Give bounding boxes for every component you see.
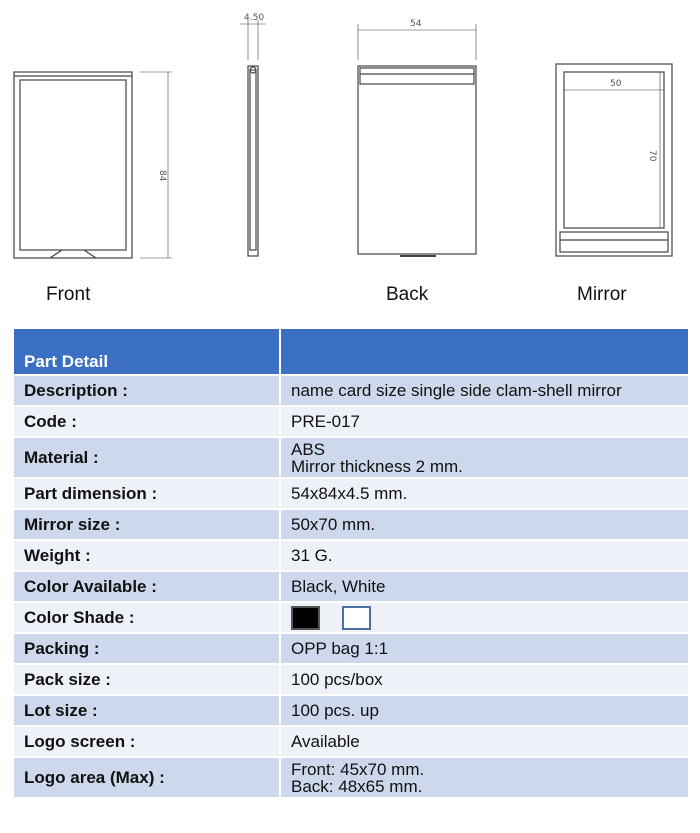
technical-drawings bbox=[0, 0, 700, 320]
row-label: Logo screen : bbox=[13, 726, 280, 757]
row-value-line2: Back: 48x65 mm. bbox=[291, 776, 423, 796]
back-width-dim: 54 bbox=[410, 19, 422, 29]
table-row bbox=[13, 664, 689, 695]
row-value: 31 G. bbox=[280, 540, 689, 571]
table-row bbox=[13, 726, 689, 757]
row-label: Code : bbox=[13, 406, 280, 437]
row-label: Part dimension : bbox=[13, 478, 280, 509]
row-label: Material : bbox=[13, 437, 280, 478]
part-detail-table bbox=[12, 327, 690, 799]
table-row bbox=[13, 375, 689, 406]
front-view-drawing bbox=[14, 72, 172, 258]
row-label: Pack size : bbox=[13, 664, 280, 695]
front-height-dim: 84 bbox=[157, 170, 167, 182]
table-row bbox=[13, 633, 689, 664]
row-value: PRE-017 bbox=[280, 406, 689, 437]
row-label: Packing : bbox=[13, 633, 280, 664]
row-value: OPP bag 1:1 bbox=[280, 633, 689, 664]
row-value: name card size single side clam-shell mirror bbox=[280, 375, 689, 406]
row-label: Mirror size : bbox=[13, 509, 280, 540]
table-row bbox=[13, 602, 689, 633]
row-label: Lot size : bbox=[13, 695, 280, 726]
row-value: Black, White bbox=[280, 571, 689, 602]
row-value: Front: 45x70 mm. bbox=[291, 759, 425, 779]
back-view-drawing bbox=[358, 24, 476, 256]
row-value: 50x70 mm. bbox=[280, 509, 689, 540]
mirror-width-dim: 50 bbox=[610, 79, 622, 89]
table-header: Part Detail bbox=[13, 328, 280, 375]
table-row bbox=[13, 437, 689, 478]
table-row bbox=[13, 757, 689, 798]
table-row bbox=[13, 406, 689, 437]
white-swatch bbox=[342, 606, 371, 630]
side-view-drawing bbox=[240, 20, 266, 256]
thickness-dim: 4.50 bbox=[244, 13, 265, 23]
row-value-line2: Mirror thickness 2 mm. bbox=[291, 456, 463, 476]
row-label: Description : bbox=[13, 375, 280, 406]
table-header-row bbox=[13, 328, 689, 375]
row-value: ABS bbox=[291, 439, 326, 459]
row-label: Logo area (Max) : bbox=[13, 757, 280, 798]
row-value: 100 pcs. up bbox=[280, 695, 689, 726]
row-label: Color Available : bbox=[13, 571, 280, 602]
row-label: Color Shade : bbox=[13, 602, 280, 633]
row-value: 100 pcs/box bbox=[280, 664, 689, 695]
front-label: Front bbox=[46, 284, 91, 305]
table-row bbox=[13, 695, 689, 726]
black-swatch bbox=[291, 606, 320, 630]
mirror-height-dim: 70 bbox=[647, 150, 657, 162]
table-row bbox=[13, 509, 689, 540]
row-label: Weight : bbox=[13, 540, 280, 571]
table-row bbox=[13, 571, 689, 602]
table-row bbox=[13, 540, 689, 571]
mirror-label: Mirror bbox=[577, 284, 627, 305]
table-row bbox=[13, 478, 689, 509]
row-value: Available bbox=[280, 726, 689, 757]
row-value: 54x84x4.5 mm. bbox=[280, 478, 689, 509]
back-label: Back bbox=[386, 284, 429, 305]
